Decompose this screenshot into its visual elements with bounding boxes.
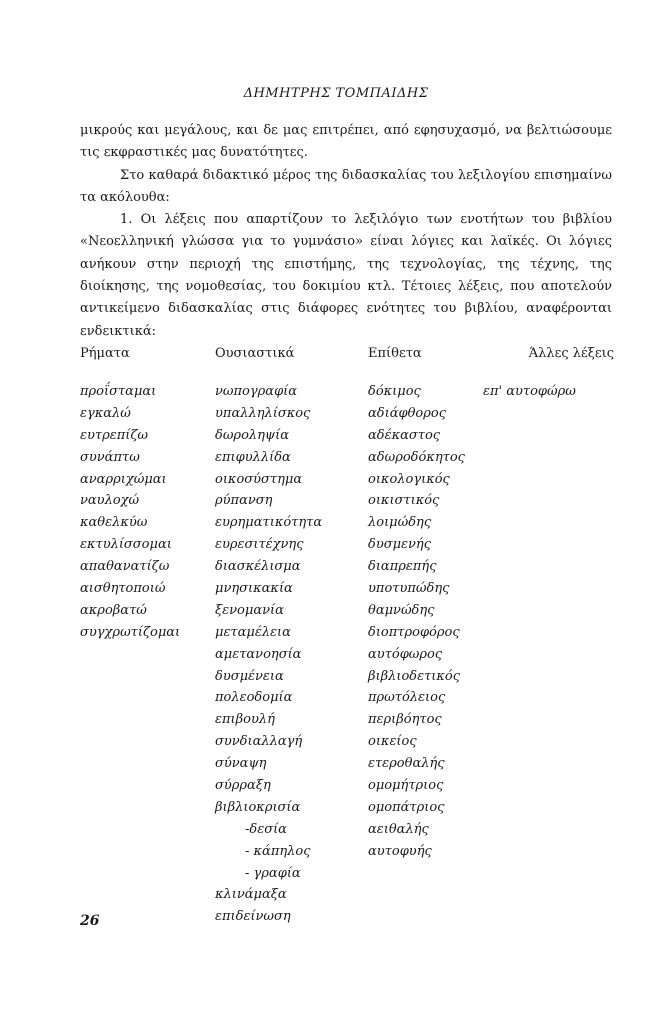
nouns-column (215, 381, 322, 928)
list-item: συγχρωτίζομαι (80, 624, 181, 640)
list-item: αισθητοποιώ (80, 581, 166, 597)
list-item: σύναψη (215, 756, 267, 772)
list-item: βιβλιοδετικός (368, 668, 461, 684)
list-item: καθελκύω (80, 515, 148, 531)
list-item: λοιμώδης (368, 515, 432, 531)
list-item: επ' αυτοφώρω (483, 384, 576, 399)
column-header-verbs: Ρήματα (80, 346, 130, 361)
list-item: περιβόητος (368, 712, 442, 728)
list-item: εκτυλίσσομαι (80, 537, 172, 553)
list-item: επιφυλλίδα (215, 449, 291, 465)
list-item: αειθαλής (368, 821, 429, 837)
list-item: ευτρεπίζω (80, 427, 148, 443)
list-item: αναρριχώμαι (80, 471, 167, 487)
list-item: δυσμένεια (215, 668, 284, 684)
list-item: συνδιαλλαγή (215, 734, 303, 750)
list-item: προΐσταμαι (80, 384, 157, 399)
column-header-other-words: Άλλες λέξεις (528, 346, 614, 361)
list-item: αυτόφωρος (368, 646, 443, 662)
page-number: 26 (80, 913, 100, 929)
list-item: δυσμενής (368, 537, 432, 553)
list-item: σύρραξη (215, 778, 271, 794)
column-header-nouns: Ουσιαστικά (215, 346, 295, 361)
paragraph-continuation: μικρούς και μεγάλους, και δε μας επιτρέπει, από εφησυχασμό, να βελτιώσουμε τις εκφραστικές μας δυνατότητες. (80, 123, 612, 161)
list-item: οικολογικός (368, 471, 450, 487)
list-item: αυτοφυής (368, 843, 432, 859)
word-table-header (80, 346, 614, 366)
list-item: κλινάμαξα (215, 887, 287, 903)
body-text (80, 120, 612, 343)
list-item: ρύπανση (215, 493, 273, 509)
list-item: οικιστικός (368, 493, 440, 509)
paragraph-point-1: 1. Οι λέξεις που απαρτίζουν το λεξιλόγιο των ενοτήτων του βιβλίου «Νεοελληνική γλώσσα για το γυμνάσιο» είναι λόγιες και λαϊκές. Οι λόγιες ανήκουν στην περιοχή της επιστήμης, της τεχνολογίας, της τέχνης, της διοίκησης, της νομοθεσίας, του δοκιμίου κτλ. Τέτοιες λέξεις, που αποτελούν αντικείμενο διδασκαλίας στις διάφορες ενότητες του βιβλίου, αναφέρονται ενδεικτικά: (80, 212, 612, 339)
list-item: πρωτόλειος (368, 690, 446, 706)
list-item: εγκαλώ (80, 405, 131, 421)
list-item: αδιάφθορος (368, 405, 446, 421)
list-item: δόκιμος (368, 384, 421, 399)
paragraph-intro: Στο καθαρά διδακτικό μέρος της διδασκαλίας του λεξιλογίου επισημαίνω τα ακόλουθα: (80, 167, 612, 205)
list-item: διοπτροφόρος (368, 624, 460, 640)
other-words-column (483, 381, 576, 403)
list-item: βιβλιοκρισία (215, 799, 301, 815)
list-item: ετεροθαλής (368, 756, 445, 772)
list-item: ομοπάτριος (368, 799, 445, 815)
list-item: ευρηματικότητα (215, 515, 323, 531)
list-subitem: -δεσία (245, 821, 287, 837)
verbs-column (80, 381, 180, 644)
list-subitem: - γραφία (245, 865, 301, 881)
list-item: ναυλοχώ (80, 493, 140, 509)
list-item: αμετανοησία (215, 646, 302, 662)
list-item: ευρεσιτέχνης (215, 537, 304, 553)
list-item: μνησικακία (215, 581, 293, 597)
list-item: δωροληψία (215, 427, 289, 443)
list-item: διαπρεπής (368, 559, 437, 575)
adjectives-column (368, 381, 465, 863)
list-item: ξενομανία (215, 602, 284, 618)
list-item: θαμνώδης (368, 602, 435, 618)
list-subitem: - κάπηλος (245, 843, 311, 859)
list-item: απαθανατίζω (80, 559, 170, 575)
list-item: ακροβατώ (80, 602, 147, 618)
list-item: υποτυπώδης (368, 581, 450, 597)
list-item: ομομήτριος (368, 778, 444, 794)
list-item: συνάπτω (80, 449, 140, 465)
column-header-adjectives: Επίθετα (368, 346, 422, 361)
running-header: ΔΗΜΗΤΡΗΣ ΤΟΜΠΑΙΔΗΣ (243, 86, 429, 101)
list-item: νωπογραφία (215, 384, 298, 399)
list-item: αδωροδόκητος (368, 449, 465, 465)
list-item: επιδείνωση (215, 909, 291, 925)
list-item: επιβουλή (215, 712, 275, 728)
list-item: οικείος (368, 734, 417, 750)
list-item: διασκέλισμα (215, 559, 301, 575)
list-item: μεταμέλεια (215, 624, 291, 640)
list-item: υπαλληλίσκος (215, 405, 311, 421)
list-item: πολεοδομία (215, 690, 293, 706)
list-item: αδέκαστος (368, 427, 441, 443)
list-item: οικοσύστημα (215, 471, 303, 487)
